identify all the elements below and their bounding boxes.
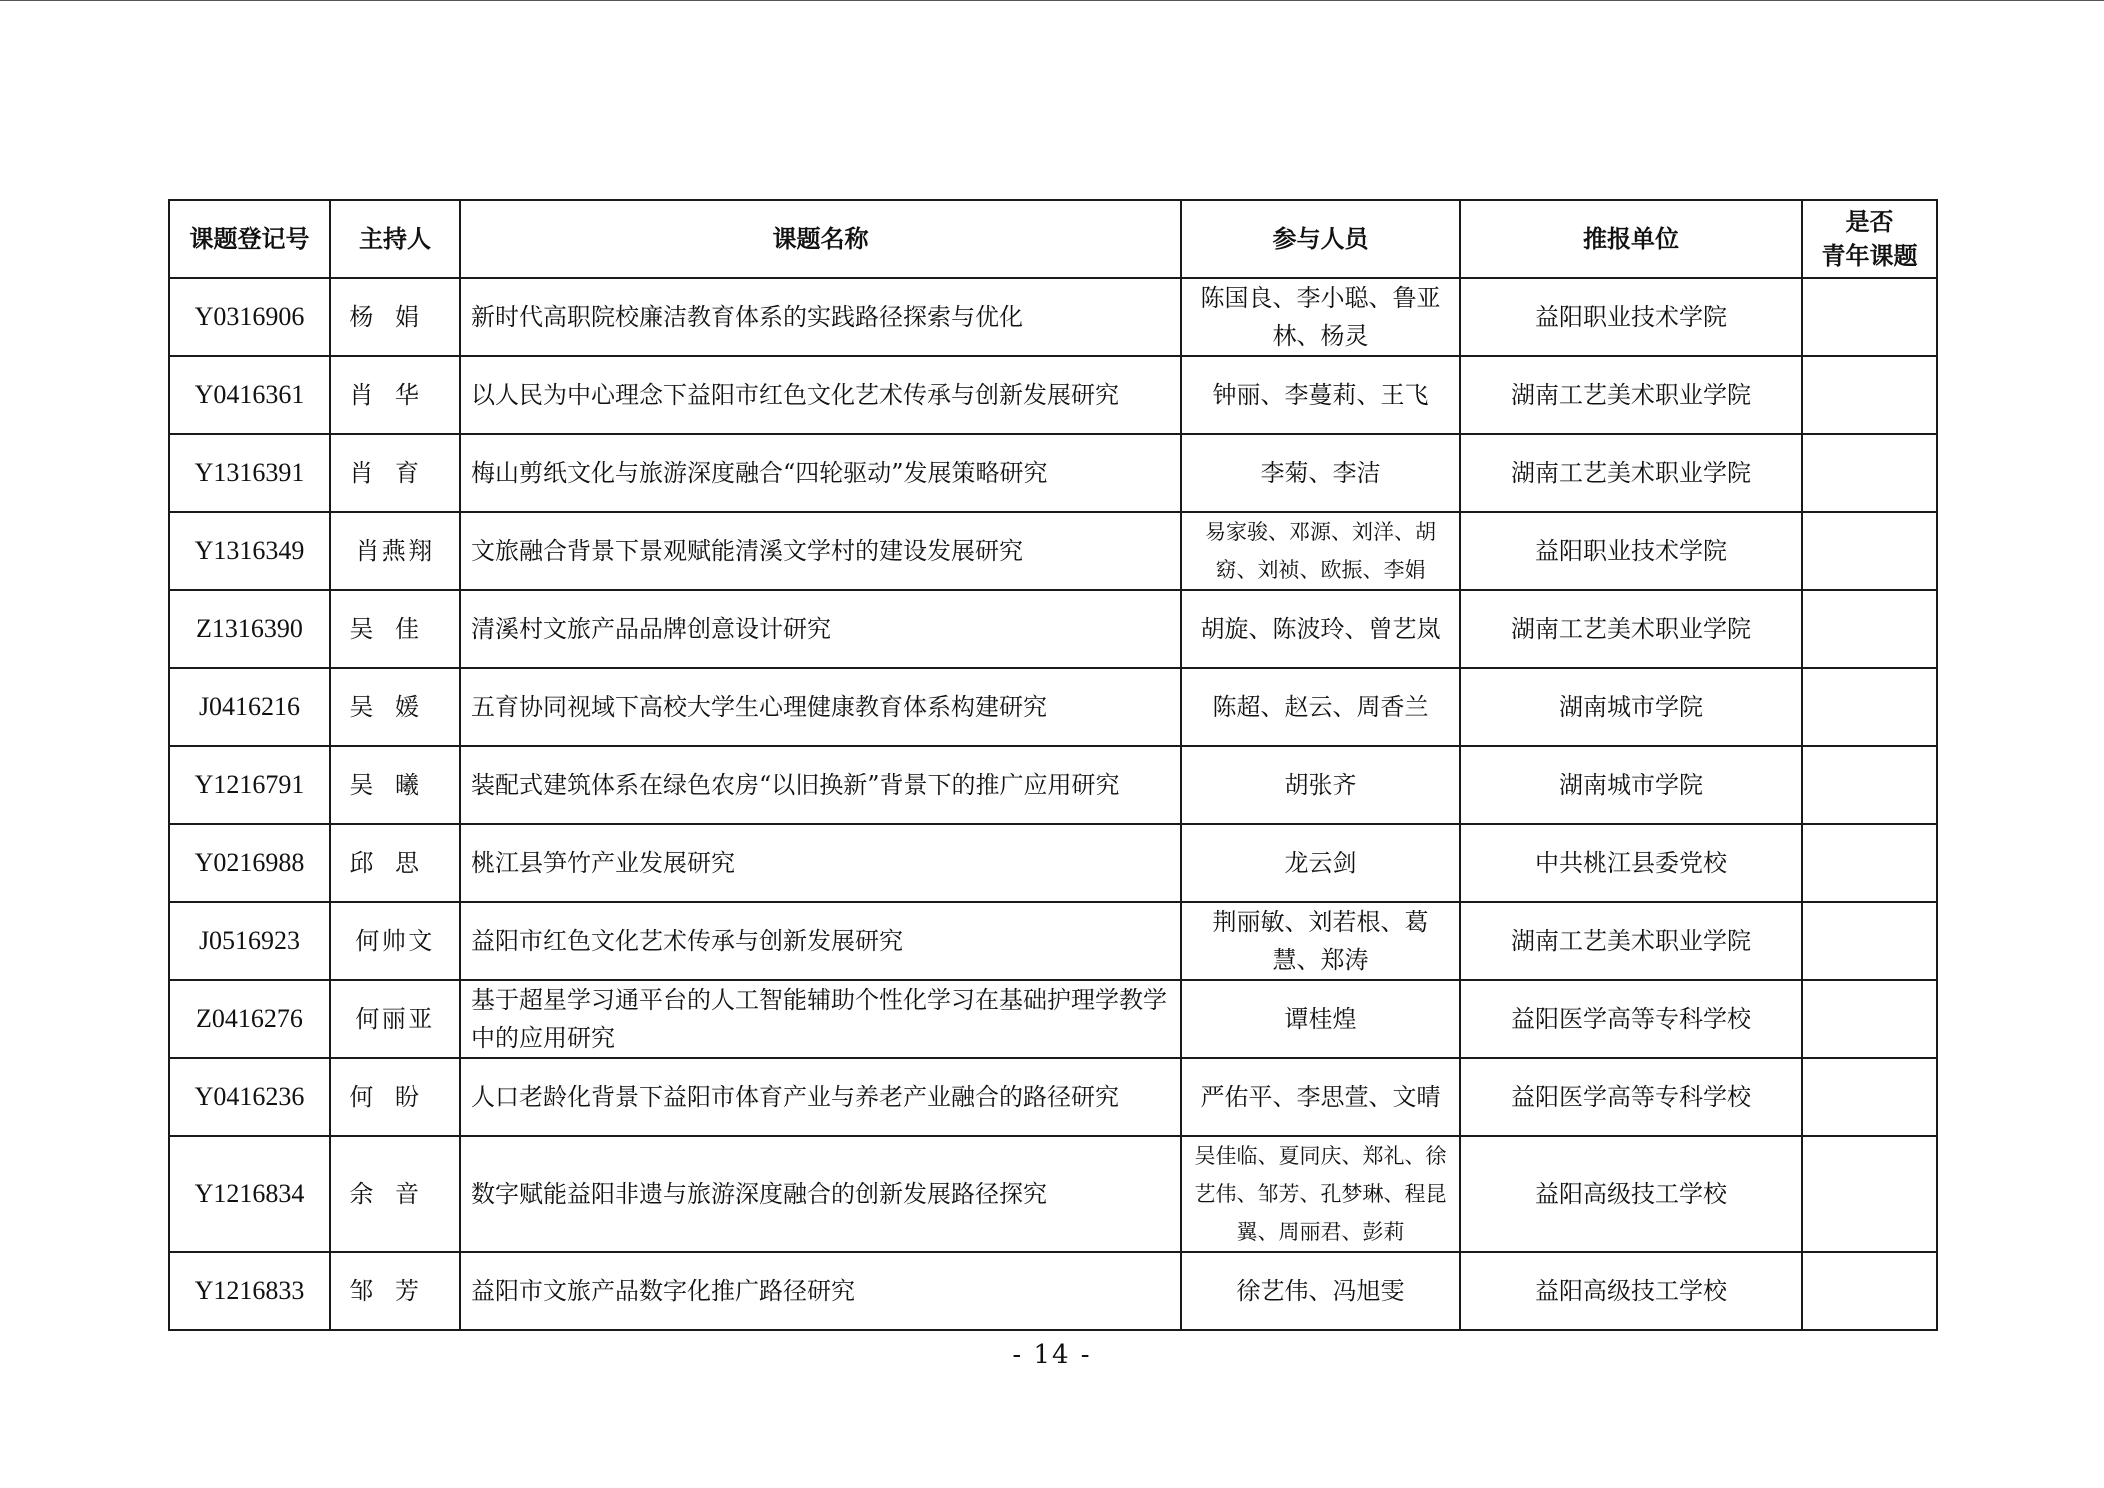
cell-code: Y1316391	[169, 434, 330, 512]
cell-members: 陈超、赵云、周香兰	[1181, 668, 1460, 746]
cell-youth	[1802, 1252, 1937, 1330]
cell-code: Z0416276	[169, 980, 330, 1058]
cell-youth	[1802, 902, 1937, 980]
cell-youth	[1802, 980, 1937, 1058]
page-top-rule	[0, 0, 2104, 1]
cell-code: Y0416236	[169, 1058, 330, 1136]
cell-members: 胡张齐	[1181, 746, 1460, 824]
cell-unit: 湖南工艺美术职业学院	[1460, 902, 1802, 980]
cell-title: 以人民为中心理念下益阳市红色文化艺术传承与创新发展研究	[460, 356, 1181, 434]
project-table	[168, 199, 1938, 1331]
cell-youth	[1802, 746, 1937, 824]
cell-title: 五育协同视域下高校大学生心理健康教育体系构建研究	[460, 668, 1181, 746]
cell-unit: 湖南工艺美术职业学院	[1460, 356, 1802, 434]
cell-host: 吴媛	[330, 668, 460, 746]
header-title: 课题名称	[460, 200, 1181, 278]
table-row	[169, 824, 1937, 902]
cell-title: 桃江县笋竹产业发展研究	[460, 824, 1181, 902]
cell-host: 邱思	[330, 824, 460, 902]
cell-host: 吴曦	[330, 746, 460, 824]
cell-unit: 益阳高级技工学校	[1460, 1252, 1802, 1330]
cell-title: 人口老龄化背景下益阳市体育产业与养老产业融合的路径研究	[460, 1058, 1181, 1136]
cell-members: 荆丽敏、刘若根、葛慧、郑涛	[1181, 902, 1460, 980]
cell-unit: 中共桃江县委党校	[1460, 824, 1802, 902]
table-row	[169, 902, 1937, 980]
cell-youth	[1802, 356, 1937, 434]
cell-members: 李菊、李洁	[1181, 434, 1460, 512]
cell-title: 数字赋能益阳非遗与旅游深度融合的创新发展路径探究	[460, 1136, 1181, 1252]
cell-youth	[1802, 512, 1937, 590]
table-row	[169, 668, 1937, 746]
cell-host: 杨娟	[330, 278, 460, 356]
table-row	[169, 746, 1937, 824]
cell-unit: 湖南城市学院	[1460, 746, 1802, 824]
cell-host: 肖育	[330, 434, 460, 512]
table-row	[169, 590, 1937, 668]
table-row	[169, 1058, 1937, 1136]
cell-host: 何盼	[330, 1058, 460, 1136]
cell-title: 新时代高职院校廉洁教育体系的实践路径探索与优化	[460, 278, 1181, 356]
cell-title: 益阳市文旅产品数字化推广路径研究	[460, 1252, 1181, 1330]
cell-youth	[1802, 1058, 1937, 1136]
table-row	[169, 512, 1937, 590]
cell-youth	[1802, 1136, 1937, 1252]
cell-title: 梅山剪纸文化与旅游深度融合“四轮驱动”发展策略研究	[460, 434, 1181, 512]
cell-unit: 益阳职业技术学院	[1460, 278, 1802, 356]
header-youth-line1: 是否	[1845, 208, 1894, 236]
cell-code: Y0216988	[169, 824, 330, 902]
cell-code: Z1316390	[169, 590, 330, 668]
page-number: - 14 -	[1012, 1340, 1092, 1370]
cell-members: 易家骏、邓源、刘洋、胡窈、刘祯、欧振、李娟	[1181, 512, 1460, 590]
cell-unit: 益阳医学高等专科学校	[1460, 1058, 1802, 1136]
table-row	[169, 278, 1937, 356]
cell-unit: 益阳职业技术学院	[1460, 512, 1802, 590]
cell-youth	[1802, 434, 1937, 512]
cell-youth	[1802, 668, 1937, 746]
cell-host: 余音	[330, 1136, 460, 1252]
cell-host: 吴佳	[330, 590, 460, 668]
table-row	[169, 1136, 1937, 1252]
cell-code: Y0316906	[169, 278, 330, 356]
header-youth	[1802, 200, 1937, 278]
cell-title: 益阳市红色文化艺术传承与创新发展研究	[460, 902, 1181, 980]
cell-members: 吴佳临、夏同庆、郑礼、徐艺伟、邹芳、孔梦琳、程昆翼、周丽君、彭莉	[1181, 1136, 1460, 1252]
header-unit: 推报单位	[1460, 200, 1802, 278]
cell-members: 严佑平、李思萱、文晴	[1181, 1058, 1460, 1136]
cell-host: 肖燕翔	[330, 512, 460, 590]
cell-host: 何丽亚	[330, 980, 460, 1058]
cell-host: 何帅文	[330, 902, 460, 980]
header-code: 课题登记号	[169, 200, 330, 278]
cell-unit: 湖南城市学院	[1460, 668, 1802, 746]
cell-unit: 湖南工艺美术职业学院	[1460, 590, 1802, 668]
cell-code: J0416216	[169, 668, 330, 746]
cell-members: 谭桂煌	[1181, 980, 1460, 1058]
header-host: 主持人	[330, 200, 460, 278]
cell-title: 清溪村文旅产品品牌创意设计研究	[460, 590, 1181, 668]
cell-members: 徐艺伟、冯旭雯	[1181, 1252, 1460, 1330]
table-row	[169, 434, 1937, 512]
header-youth-line2: 青年课题	[1821, 242, 1918, 270]
cell-title: 文旅融合背景下景观赋能清溪文学村的建设发展研究	[460, 512, 1181, 590]
table-header-row	[169, 200, 1937, 278]
cell-members: 陈国良、李小聪、鲁亚林、杨灵	[1181, 278, 1460, 356]
table-body	[169, 278, 1937, 1330]
cell-youth	[1802, 824, 1937, 902]
cell-unit: 益阳高级技工学校	[1460, 1136, 1802, 1252]
cell-code: Y1216791	[169, 746, 330, 824]
cell-code: Y1316349	[169, 512, 330, 590]
cell-unit: 益阳医学高等专科学校	[1460, 980, 1802, 1058]
cell-members: 钟丽、李蔓莉、王飞	[1181, 356, 1460, 434]
cell-members: 龙云剑	[1181, 824, 1460, 902]
cell-code: Y1216834	[169, 1136, 330, 1252]
table-row	[169, 980, 1937, 1058]
cell-members: 胡旋、陈波玲、曾艺岚	[1181, 590, 1460, 668]
cell-code: J0516923	[169, 902, 330, 980]
cell-youth	[1802, 278, 1937, 356]
cell-title: 装配式建筑体系在绿色农房“以旧换新”背景下的推广应用研究	[460, 746, 1181, 824]
table-row	[169, 356, 1937, 434]
table-row	[169, 1252, 1937, 1330]
cell-title: 基于超星学习通平台的人工智能辅助个性化学习在基础护理学教学中的应用研究	[460, 980, 1181, 1058]
cell-code: Y1216833	[169, 1252, 330, 1330]
cell-code: Y0416361	[169, 356, 330, 434]
cell-unit: 湖南工艺美术职业学院	[1460, 434, 1802, 512]
header-members: 参与人员	[1181, 200, 1460, 278]
cell-host: 邹芳	[330, 1252, 460, 1330]
cell-host: 肖华	[330, 356, 460, 434]
cell-youth	[1802, 590, 1937, 668]
